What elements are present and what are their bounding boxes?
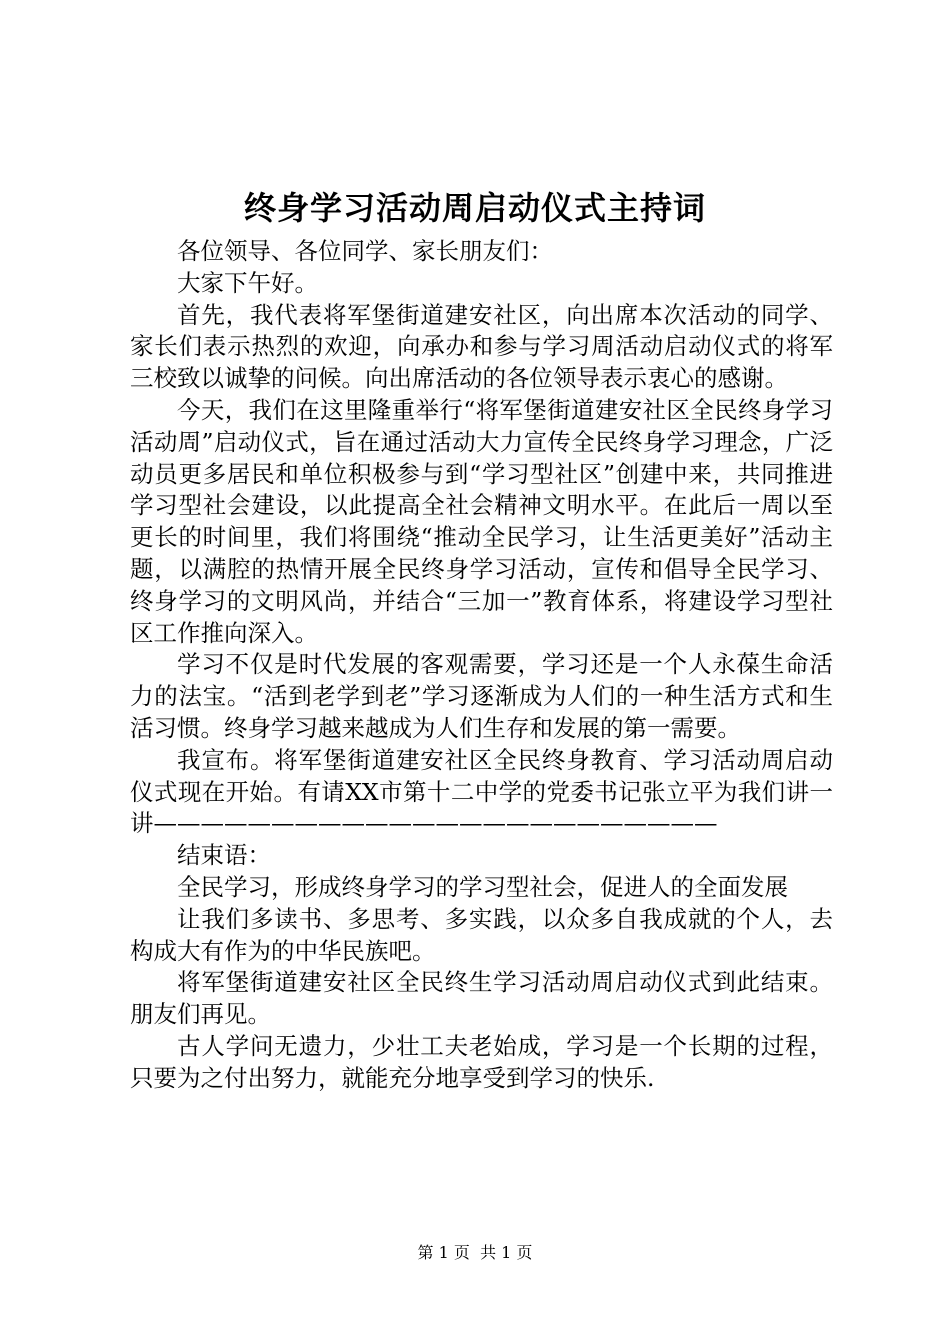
closing-paragraph-3: 将军堡街道建安社区全民终生学习活动周启动仪式到此结束。朋友们再见。 <box>130 968 833 1029</box>
page-footer <box>0 1242 950 1264</box>
salutation-paragraph: 大家下午好。 <box>177 268 318 297</box>
greeting-paragraph: 各位领导、各位同学、家长朋友们： <box>177 237 553 265</box>
closing-paragraph-1: 全民学习，形成终身学习的学习型社会，促进人的全面发展 <box>177 872 788 901</box>
document-body <box>130 236 833 1095</box>
closing-paragraph-2: 让我们多读书、多思考、多实践，以众多自我成就的个人，去构成大有作为的中华民族吧。 <box>130 904 833 965</box>
closing-paragraph-4: 古人学问无遗力，少壮工夫老始成，学习是一个长期的过程，只要为之付出努力，就能充分地享受到学习的快乐. <box>130 1031 833 1092</box>
closing-heading: 结束语： <box>177 841 271 870</box>
learning-paragraph: 学习不仅是时代发展的客观需要，学习还是一个人永葆生命活力的法宝。“活到老学到老”学习逐渐成为人们的一种生活方式和生活习惯。终身学习越来越成为人们生存和发展的第一需要。 <box>130 650 833 742</box>
page-number: 第 1 页 共 1 页 <box>417 1243 533 1262</box>
announcement-paragraph: 我宣布。将军堡街道建安社区全民终身教育、学习活动周启动仪式现在开始。有请XX市第十二中学的党委书记张立平为我们讲一讲———————————————————————— <box>130 745 833 838</box>
document-title: 终身学习活动周启动仪式主持词 <box>243 189 706 227</box>
welcome-paragraph: 首先，我代表将军堡街道建安社区，向出席本次活动的同学、家长们表示热烈的欢迎，向承办和参与学习周活动启动仪式的将军三校致以诚挚的问候。向出席活动的各位领导表示衷心的感谢。 <box>130 300 833 393</box>
purpose-paragraph: 今天，我们在这里隆重举行“将军堡街道建安社区全民终身学习活动周”启动仪式，旨在通过活动大力宣传全民终身学习理念，广泛动员更多居民和单位积极参与到“学习型社区”创建中来，共同推进学习型社会建设，以此提高全社会精神文明水平。在此后一周以至更长的时间里，我们将围绕“推动全民学习，让生活更美好”活动主题，以满腔的热情开展全民终身学习活动，宣传和倡导全民学习、终身学习的文明风尚，并结合“三加一”教育体系，将建设学习型社区工作推向深入。 <box>130 395 833 647</box>
